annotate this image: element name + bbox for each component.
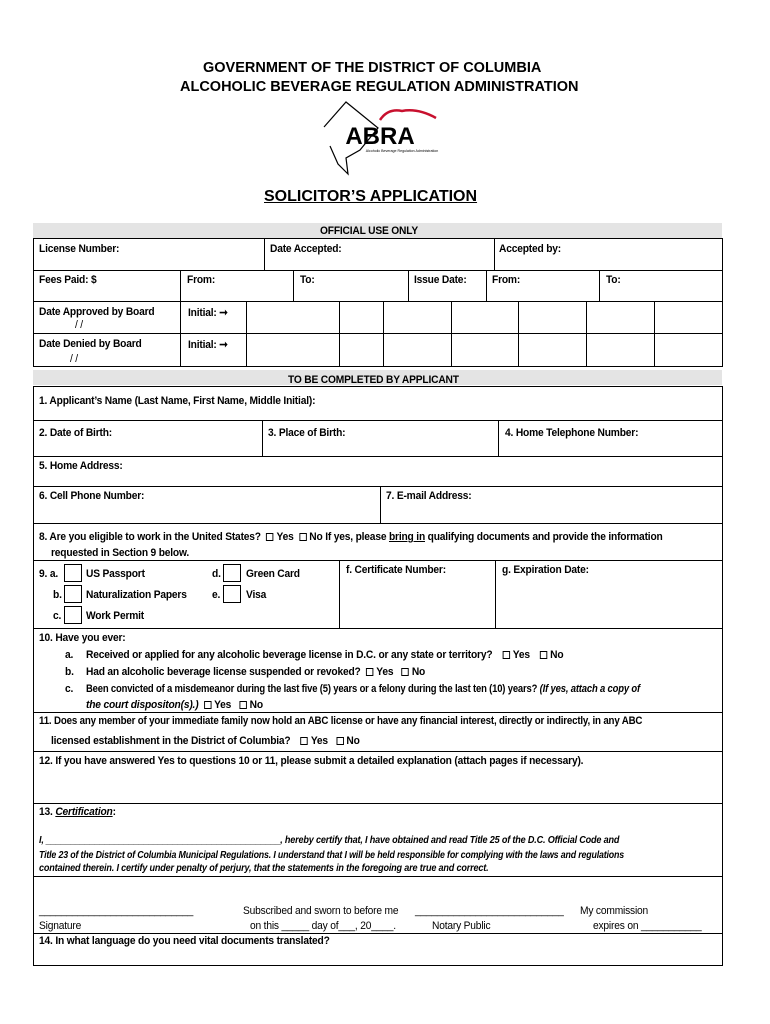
q10-b-text: Had an alcoholic beverage license suspended or revoked? bbox=[86, 666, 361, 678]
signature-line[interactable]: ____________________________ bbox=[39, 905, 194, 917]
from-label-1: From: bbox=[187, 274, 216, 286]
q9-work-permit: Work Permit bbox=[86, 610, 145, 622]
q4-home-telephone: 4. Home Telephone Number: bbox=[505, 427, 639, 439]
q12: 12. If you have answered Yes to questions 10 or 11, please submit a detailed explanation (attach pages if necessary). bbox=[39, 755, 584, 767]
sworn-line-1: Subscribed and sworn to before me bbox=[243, 905, 399, 917]
q10-c-no: No bbox=[249, 699, 263, 711]
to-label-1: To: bbox=[300, 274, 315, 286]
q10-a-text: Received or applied for any alcoholic beverage license in D.C. or any state or territory? bbox=[86, 649, 493, 661]
date-approved-slashes: / / bbox=[75, 319, 83, 331]
fees-paid-label: Fees Paid: $ bbox=[39, 274, 97, 286]
q10-c-line-2 bbox=[86, 699, 263, 711]
header-line-1: GOVERNMENT OF THE DISTRICT OF COLUMBIA bbox=[203, 60, 542, 76]
q11-yes-checkbox[interactable] bbox=[301, 737, 308, 745]
q8-line-2: requested in Section 9 below. bbox=[51, 547, 190, 559]
q9-d-label: d. bbox=[212, 568, 221, 580]
q9-expiration-date: g. Expiration Date: bbox=[502, 564, 589, 576]
q9-visa: Visa bbox=[246, 589, 267, 601]
q10-b-no-checkbox[interactable] bbox=[402, 668, 409, 676]
q8-rest: qualifying documents and provide the information bbox=[427, 531, 663, 543]
q9-certificate-number: f. Certificate Number: bbox=[346, 564, 446, 576]
q10-b-yes-checkbox[interactable] bbox=[366, 668, 373, 676]
q10-heading: 10. Have you ever: bbox=[39, 632, 126, 644]
q10-a bbox=[86, 649, 563, 661]
q9-us-passport: US Passport bbox=[86, 568, 145, 580]
q8-yes-checkbox[interactable] bbox=[266, 533, 273, 541]
q10-b-no: No bbox=[411, 666, 426, 678]
q7-email: 7. E-mail Address: bbox=[386, 490, 472, 502]
q10-c bbox=[86, 683, 640, 695]
license-number-label: License Number: bbox=[39, 243, 120, 255]
q9-green-card-box[interactable] bbox=[223, 564, 241, 582]
q9-visa-box[interactable] bbox=[223, 585, 241, 603]
q10-c-text: Been convicted of a misdemeanor during the last five (5) years or a felony during the last ten (10) years? bbox=[86, 683, 538, 695]
q10-a-no: No bbox=[550, 649, 564, 661]
q8-no-label: No If yes, please bbox=[309, 531, 387, 543]
header-line-2: ALCOHOLIC BEVERAGE REGULATION ADMINISTRATION bbox=[180, 79, 579, 95]
accepted-by-label: Accepted by: bbox=[499, 243, 562, 255]
q10-c-yes-checkbox[interactable] bbox=[204, 701, 211, 709]
q13-number: 13. bbox=[39, 806, 53, 818]
q11-yes: Yes bbox=[310, 735, 328, 747]
initial-label-2: Initial: ➞ bbox=[188, 339, 228, 351]
cert-line-3: contained therein. I certify under penalty of perjury, that the statements in the foregoing are true and correct. bbox=[39, 862, 489, 874]
sworn-line-2: on this _____ day of___, 20____. bbox=[250, 920, 396, 932]
q10-a-yes-checkbox[interactable] bbox=[503, 651, 510, 659]
q9-naturalization: Naturalization Papers bbox=[86, 589, 187, 601]
q8-question: 8. Are you eligible to work in the United States? bbox=[39, 531, 261, 543]
q11-line-1: 11. Does any member of your immediate family now hold an ABC license or have any financial interest, directly or indirectly, in any ABC bbox=[39, 715, 643, 727]
q2-date-of-birth: 2. Date of Birth: bbox=[39, 427, 113, 439]
q11-line2-text: licensed establishment in the District of Columbia? bbox=[51, 735, 291, 747]
q11-line-2 bbox=[51, 735, 360, 747]
official-use-heading: OFFICIAL USE ONLY bbox=[320, 225, 419, 237]
q13-heading: 13. Certification: bbox=[39, 806, 116, 818]
date-accepted-label: Date Accepted: bbox=[270, 243, 342, 255]
q13-title: Certification bbox=[55, 806, 113, 818]
q8-no-checkbox[interactable] bbox=[299, 533, 306, 541]
q10-c-label: c. bbox=[65, 683, 74, 695]
q10-b-yes: Yes bbox=[376, 666, 394, 678]
initial-label-1: Initial: ➞ bbox=[188, 307, 228, 319]
q11-no-checkbox[interactable] bbox=[336, 737, 343, 745]
date-denied-slashes: / / bbox=[70, 353, 78, 365]
q9-c-label: c. bbox=[53, 610, 62, 622]
q10-c-yes: Yes bbox=[214, 699, 232, 711]
commission-line-2: expires on ___________ bbox=[593, 920, 702, 932]
date-approved-label: Date Approved by Board bbox=[39, 306, 155, 318]
q10-a-label: a. bbox=[65, 649, 74, 661]
cert-line-1: I, ________________________________________________, hereby certify that, I have obtained and read Title 25 of the D.C. Official Code and bbox=[39, 834, 620, 846]
date-denied-label: Date Denied by Board bbox=[39, 338, 142, 350]
q10-a-no-checkbox[interactable] bbox=[540, 651, 547, 659]
to-label-2: To: bbox=[606, 274, 621, 286]
abra-logo bbox=[316, 100, 444, 180]
q1-applicant-name: 1. Applicant’s Name (Last Name, First Name, Middle Initial): bbox=[39, 395, 316, 407]
q8-bring-in: bring in bbox=[388, 531, 426, 543]
q9-a-label: 9. a. bbox=[39, 568, 58, 580]
q10-b bbox=[86, 666, 425, 678]
q9-naturalization-box[interactable] bbox=[64, 585, 82, 603]
q9-work-permit-box[interactable] bbox=[64, 606, 82, 624]
cert-line-2: Title 23 of the District of Columbia Municipal Regulations. I understand that I will be held responsible for complying with the laws and regulations bbox=[39, 849, 625, 861]
q6-cell-phone: 6. Cell Phone Number: bbox=[39, 490, 145, 502]
q10-c-no-checkbox[interactable] bbox=[239, 701, 246, 709]
q3-place-of-birth: 3. Place of Birth: bbox=[268, 427, 346, 439]
q5-home-address: 5. Home Address: bbox=[39, 460, 123, 472]
form-title: SOLICITOR’S APPLICATION bbox=[264, 188, 478, 205]
q9-green-card: Green Card bbox=[246, 568, 300, 580]
q11-no: No bbox=[346, 735, 360, 747]
q10-c-italic: (If yes, attach a copy of bbox=[539, 683, 641, 695]
notary-line[interactable]: ___________________________ bbox=[415, 905, 564, 917]
q10-b-label: b. bbox=[65, 666, 74, 678]
signature-label: Signature bbox=[39, 920, 82, 932]
notary-label: Notary Public bbox=[432, 920, 491, 932]
q10-a-yes: Yes bbox=[512, 649, 530, 661]
q9-us-passport-box[interactable] bbox=[64, 564, 82, 582]
applicant-heading: TO BE COMPLETED BY APPLICANT bbox=[288, 374, 459, 386]
q10-c-line2-text: the court dispositon(s).) bbox=[86, 699, 199, 711]
logo-subtext: Alcoholic Beverage Regulation Administration bbox=[365, 149, 439, 153]
from-label-2: From: bbox=[492, 274, 521, 286]
q8-work-eligibility bbox=[39, 531, 663, 543]
commission-line-1: My commission bbox=[580, 905, 649, 917]
q9-b-label: b. bbox=[53, 589, 62, 601]
logo-wordmark: ABRA bbox=[345, 123, 415, 150]
q9-e-label: e. bbox=[212, 589, 221, 601]
q14: 14. In what language do you need vital documents translated? bbox=[39, 935, 330, 947]
q8-yes-label: Yes bbox=[276, 531, 294, 543]
issue-date-label: Issue Date: bbox=[414, 274, 467, 286]
